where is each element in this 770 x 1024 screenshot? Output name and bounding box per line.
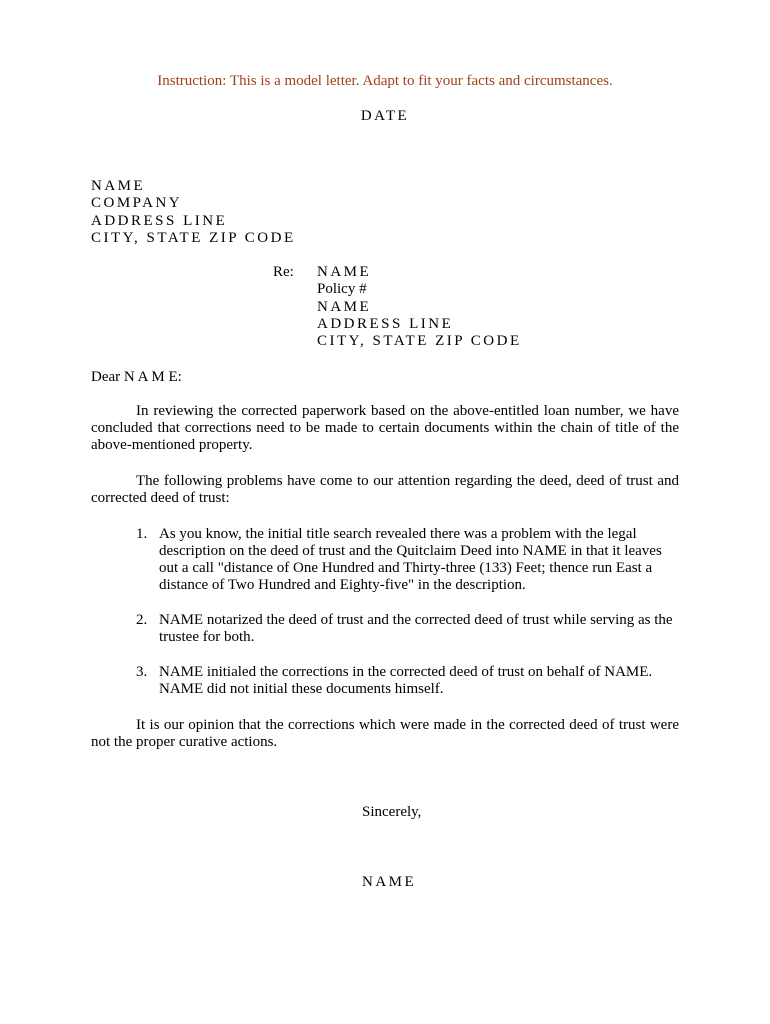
list-item — [136, 526, 681, 594]
instruction-note: Instruction: This is a model letter. Adapt to fit your facts and circumstances. — [157, 73, 613, 89]
letter-date: DATE — [360, 108, 410, 124]
re-name: NAME — [317, 264, 372, 280]
re-lines — [317, 264, 522, 350]
re-name-2: NAME — [317, 298, 372, 315]
list-item — [136, 664, 681, 698]
recipient-city-state-zip: CITY, STATE ZIP CODE — [91, 229, 296, 246]
recipient-address-line: ADDRESS LINE — [91, 212, 228, 229]
list-item-number: 2. — [136, 612, 148, 628]
recipient-company: COMPANY — [91, 195, 183, 212]
re-city-state-zip: CITY, STATE ZIP CODE — [317, 333, 522, 350]
paragraph-problems-intro: The following problems have come to our attention regarding the deed, deed of trust and corrected deed of trust: — [91, 473, 679, 506]
list-item-number: 3. — [136, 664, 148, 680]
closing: Sincerely, — [362, 804, 422, 820]
salutation: Dear N A M E: — [91, 369, 182, 385]
list-item-text: NAME initialed the corrections in the corrected deed of trust on behalf of NAME. NAME did not initial these documents himself. — [159, 664, 653, 697]
list-item-text: As you know, the initial title search revealed there was a problem with the legal description on the deed of trust and the Quitclaim Deed into NAME in that it leaves out a call "distance of One Hundred and Thirty-three (133) Feet; thence run East a distance of Two Hundred and Eighty-five" in the description. — [159, 526, 662, 593]
signer-name: NAME — [362, 874, 417, 890]
recipient-name: NAME — [91, 178, 146, 194]
re-policy: Policy # — [317, 281, 367, 298]
re-address-line: ADDRESS LINE — [317, 315, 454, 332]
paragraph-opinion: It is our opinion that the corrections which were made in the corrected deed of trust were not the proper curative actions. — [91, 717, 679, 750]
re-label: Re: — [273, 264, 294, 280]
list-item-text: NAME notarized the deed of trust and the corrected deed of trust while serving as the trustee for both. — [159, 612, 673, 645]
recipient-address-block — [91, 178, 296, 247]
list-item — [136, 612, 681, 646]
list-item-number: 1. — [136, 526, 148, 542]
paragraph-intro: In reviewing the corrected paperwork based on the above-entitled loan number, we have concluded that corrections need to be made to certain documents within the chain of title of the above-mentioned property. — [91, 403, 679, 453]
